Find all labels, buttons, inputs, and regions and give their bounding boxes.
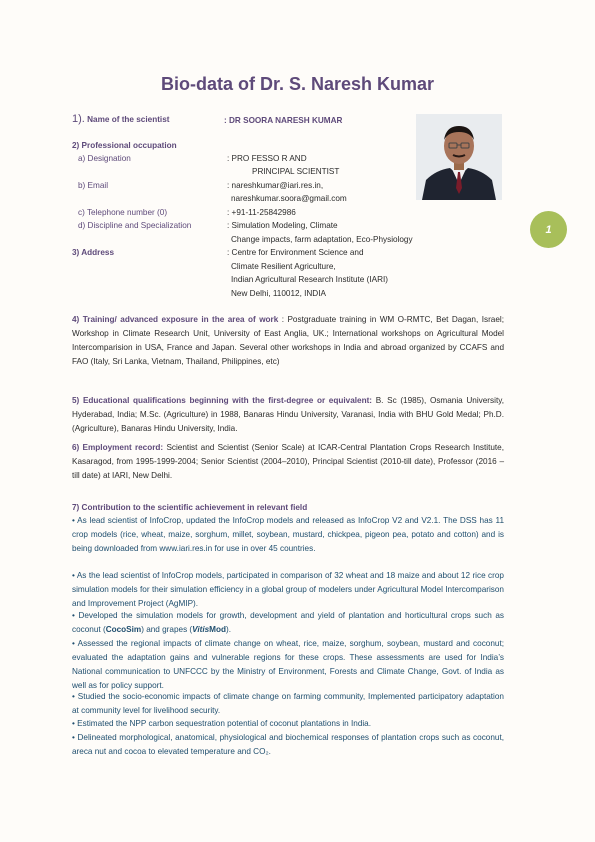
training-text: : Postgraduate training in WM O-RMTC, Bet Dagan, Israel; Workshop in Climate Research Unit, University of East Anglia, UK.; International workshops on Agricultural Model Intercomparision in USA, France and Japan. Several other workshops in India and abroad organized by CCAFS and FAO (Italy, Sri Lanka, Vietnam, Thailand, Philippines, etc) [72,315,504,366]
education-paragraph [72,394,504,436]
address-line-4: New Delhi, 110012, INDIA [231,289,326,298]
bullet-3-text-a: • Developed the simulation models for growth, development and yield of plantation and horticultural crops such as coconut ( [72,611,504,634]
address-line-3: Indian Agricultural Research Institute (IARI) [231,275,388,284]
page-number-badge: 1 [530,211,567,248]
discipline-label: d) Discipline and Specialization [78,221,192,230]
page-title: Bio-data of Dr. S. Naresh Kumar [160,74,435,94]
name-label: Name of the scientist [87,115,170,124]
occupation-heading: 2) Professional occupation [72,141,177,150]
education-heading: 5) Educational qualifications beginning with the first-degree or equivalent: [72,396,373,405]
discipline-value-2: Change impacts, farm adaptation, Eco-Physiology [231,235,413,244]
address-line-1: : Centre for Environment Science and [227,248,364,257]
email-value: : nareshkumar@iari.res.in, [227,181,324,190]
portrait-photo [416,114,502,200]
designation-value: : PRO FESSO R AND [227,154,307,163]
section-number: 1). [72,113,85,125]
contribution-bullet-5: • Studied the socio-economic impacts of climate change on farming community, Implemented participatory adaptation at community level for livelihood security. [72,692,504,715]
phone-label: c) Telephone number (0) [78,208,168,217]
designation-label: a) Designation [78,154,131,163]
employment-paragraph [72,441,504,483]
email-value-2: nareshkumar.soora@gmail.com [231,194,347,203]
employment-text: Scientist and Scientist (Senior Scale) at ICAR-Central Plantation Crops Research Institute, Kasaragod, from 1995-1999-2004; Senior Scientist (2004–2010), Principal Scientist (2010-till date), Professor (2016 –till date) at IARI, New Delhi. [72,443,505,480]
bullet-3-text-c: ). [226,625,232,634]
name-value: : DR SOORA NARESH KUMAR [224,116,343,125]
name-row [72,113,169,126]
contribution-bullet-7: • Delineated morphological, anatomical, physiological and biochemical responses of plantation crops such as coconut, areca nut and cocoa to elevated temperature and CO₂. [72,733,504,756]
vitis-name: Vitis [192,625,210,634]
training-heading: 4) Training/ advanced exposure in the area of work [72,315,279,324]
cocosim-name: CocoSim [105,625,142,634]
contribution-bullet-4: • Assessed the regional impacts of climate change on wheat, rice, maize, sorghum, soybean, mustard and coconut; evaluated the adaptation gains and vulnerable regions for these crops. These assessments are used for India’s National communication to UNFCCC by the Ministry of Environment, Forests and Climate Change, Govt. of India as well as for policy support. [72,639,504,690]
contribution-bullet-2: • As the lead scientist of InfoCrop models, participated in comparison of 32 wheat and 18 maize and about 12 rice crop simulation models for their simulation efficiency in a global group of modelers under Agricultural Model Intercomparison and Improvement Project (AgMIP). [72,571,504,608]
designation-value-2: PRINCIPAL SCIENTIST [252,167,340,176]
address-line-2: Climate Resilient Agriculture, [231,262,336,271]
address-label: 3) Address [72,248,115,257]
discipline-value: : Simulation Modeling, Climate [227,221,338,230]
contribution-bullet-6: • Estimated the NPP carbon sequestration potential of coconut plantations in India. [72,719,372,728]
contribution-heading: 7) Contribution to the scientific achievement in relevant field [72,503,308,512]
contribution-bullet-1: • As lead scientist of InfoCrop, updated the InfoCrop models and released as InfoCrop V2 and V2.1. The DSS has 11 crop models (rice, wheat, maize, sorghum, millet, soybean, mustard, chickpea, pigeon pea, potato and cotton) and is being downloaded from www.iari.res.in for use in over 45 countries. [72,516,504,553]
phone-value: : +91-11-25842986 [227,208,296,217]
training-paragraph [72,313,504,369]
employment-heading: 6) Employment record: [72,443,164,452]
bullet-3-text-b: ) and grapes ( [141,625,193,634]
vitismod-suffix: Mod [209,625,226,634]
contribution-bullet-3 [72,609,504,637]
email-label: b) Email [78,181,109,190]
education-text: B. Sc (1985), Osmania University, Hyderabad, India; M.Sc. (Agriculture) in 1988, Banaras Hindu University, Varanasi, India with BHU Gold Medal; Ph.D. (Agriculture), Banaras Hindu University, India. [72,396,504,433]
